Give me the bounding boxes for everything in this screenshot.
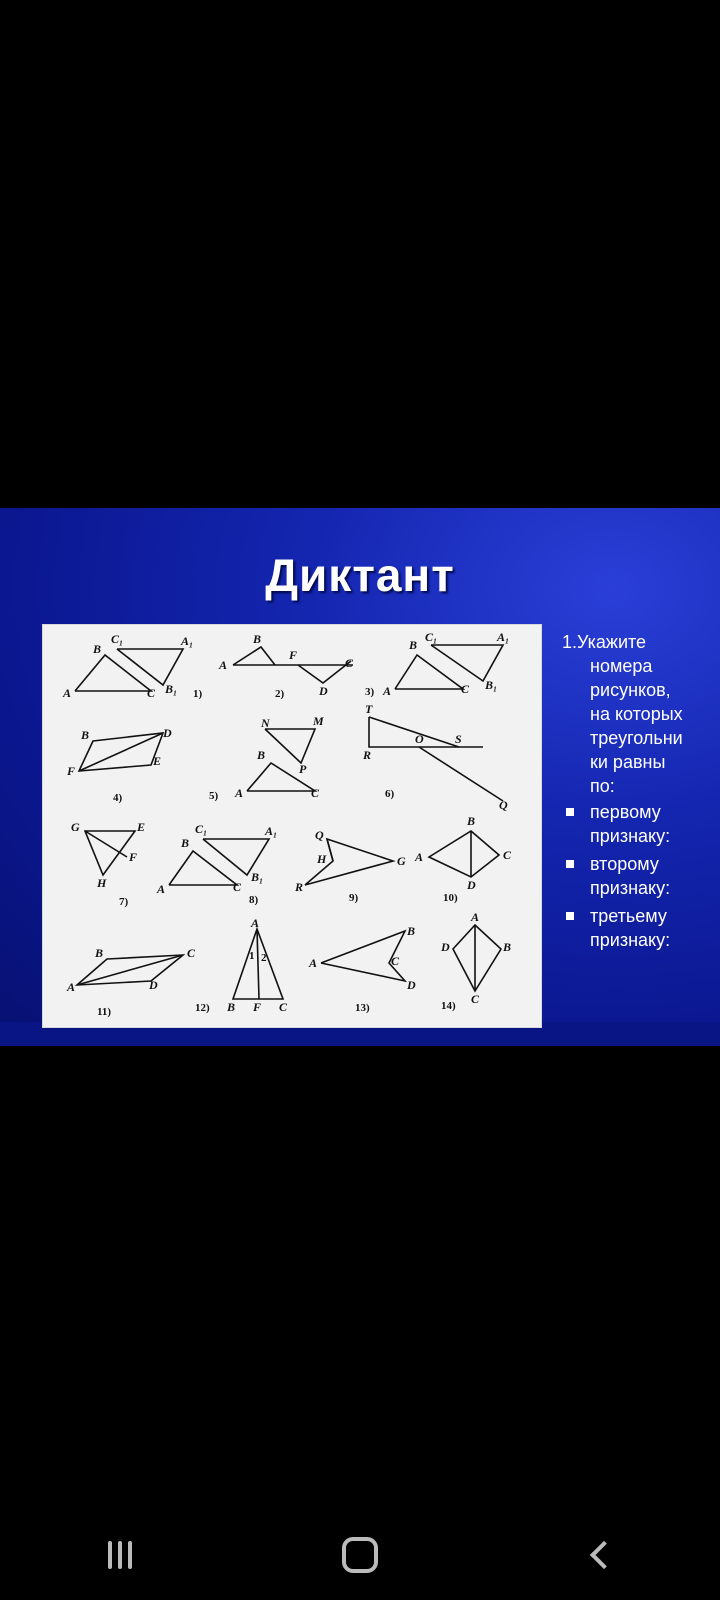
svg-text:B: B <box>181 836 190 850</box>
back-icon <box>590 1541 618 1569</box>
svg-text:B: B <box>81 728 90 742</box>
svg-text:A: A <box>471 910 480 924</box>
svg-text:C₁: C₁ <box>425 630 438 644</box>
triangles-figure <box>42 624 542 1028</box>
svg-text:A: A <box>157 882 166 896</box>
task-question-line: треугольни <box>590 728 683 748</box>
svg-text:B₁: B₁ <box>251 870 264 884</box>
task-question-line: на которых <box>590 704 683 724</box>
svg-text:D: D <box>163 726 172 740</box>
svg-text:C: C <box>233 880 242 894</box>
svg-text:E: E <box>153 754 162 768</box>
task-question-line: 1.Укажите <box>562 632 647 652</box>
svg-text:A: A <box>251 916 260 930</box>
svg-text:C₁: C₁ <box>195 822 208 836</box>
figure-number: 14) <box>441 1000 456 1012</box>
home-icon <box>342 1537 378 1573</box>
svg-text:M: M <box>313 714 324 728</box>
svg-text:B: B <box>503 940 512 954</box>
svg-text:Q: Q <box>499 798 508 812</box>
figure-number: 12) <box>195 1002 210 1014</box>
task-question <box>562 630 720 798</box>
recent-apps-button[interactable] <box>80 1525 160 1585</box>
svg-text:C: C <box>471 992 480 1006</box>
home-button[interactable] <box>320 1525 400 1585</box>
figure-number: 3) <box>365 686 375 698</box>
svg-text:A: A <box>235 786 244 800</box>
svg-text:2: 2 <box>261 952 267 964</box>
figure-number: 4) <box>113 792 123 804</box>
svg-text:H: H <box>97 876 107 890</box>
svg-text:A₁: A₁ <box>265 824 278 838</box>
svg-text:C: C <box>391 954 400 968</box>
svg-text:C: C <box>311 786 320 800</box>
svg-text:F: F <box>67 764 76 778</box>
svg-text:C: C <box>147 686 156 700</box>
svg-text:T: T <box>365 702 373 716</box>
figure-number: 13) <box>355 1002 370 1014</box>
back-button[interactable] <box>560 1525 640 1585</box>
svg-text:B₁: B₁ <box>165 682 178 696</box>
figure-number: 10) <box>443 892 458 904</box>
svg-text:B: B <box>253 632 262 646</box>
svg-text:R: R <box>363 748 372 762</box>
svg-text:D: D <box>319 684 328 698</box>
figure-number: 2) <box>275 688 285 700</box>
figure-number: 6) <box>385 788 395 800</box>
svg-text:B: B <box>227 1000 236 1014</box>
svg-text:R: R <box>295 880 304 894</box>
criteria-item: второму признаку: <box>562 852 720 900</box>
svg-text:A: A <box>63 686 72 700</box>
svg-text:F: F <box>129 850 138 864</box>
figure-number: 1) <box>193 688 203 700</box>
svg-text:B: B <box>95 946 104 960</box>
svg-text:C: C <box>461 682 470 696</box>
svg-text:A₁: A₁ <box>497 630 510 644</box>
criteria-list <box>562 800 720 952</box>
svg-text:C: C <box>503 848 512 862</box>
svg-text:G: G <box>71 820 80 834</box>
svg-text:C: C <box>187 946 196 960</box>
svg-text:C: C <box>279 1000 288 1014</box>
task-question-line: ки равны <box>590 752 666 772</box>
svg-text:B: B <box>257 748 266 762</box>
svg-text:C₁: C₁ <box>111 632 124 646</box>
svg-text:D: D <box>407 978 416 992</box>
svg-text:A₁: A₁ <box>181 634 194 648</box>
svg-text:C: C <box>345 656 354 670</box>
figure-number: 7) <box>119 896 129 908</box>
criteria-item: первому признаку: <box>562 800 720 848</box>
presentation-slide <box>0 508 720 1046</box>
task-text <box>562 630 720 956</box>
svg-text:F: F <box>289 648 298 662</box>
svg-text:B: B <box>409 638 418 652</box>
svg-text:B: B <box>467 814 476 828</box>
figure-number: 9) <box>349 892 359 904</box>
android-navigation-bar <box>0 1510 720 1600</box>
svg-text:H: H <box>317 852 327 866</box>
figure-number: 8) <box>249 894 259 906</box>
svg-text:B₁: B₁ <box>485 678 498 692</box>
figure-number: 5) <box>209 790 219 802</box>
svg-text:B: B <box>407 924 416 938</box>
task-question-line: по: <box>590 776 615 796</box>
task-question-line: рисунков, <box>590 680 671 700</box>
svg-text:N: N <box>261 716 270 730</box>
svg-text:A: A <box>383 684 392 698</box>
slide-title: Диктант <box>265 549 455 601</box>
svg-text:E: E <box>137 820 146 834</box>
svg-text:A: A <box>309 956 318 970</box>
task-question-line: номера <box>590 656 653 676</box>
svg-text:G: G <box>397 854 406 868</box>
svg-text:D: D <box>441 940 450 954</box>
svg-text:D: D <box>149 978 158 992</box>
figure-number: 11) <box>97 1006 112 1018</box>
svg-text:B: B <box>93 642 102 656</box>
criteria-item: третьему признаку: <box>562 904 720 952</box>
svg-text:1: 1 <box>249 950 255 962</box>
svg-text:Q: Q <box>315 828 324 842</box>
recent-apps-icon <box>108 1541 132 1569</box>
svg-text:D: D <box>467 878 476 892</box>
triangles-drawing <box>43 625 541 1027</box>
svg-text:F: F <box>253 1000 262 1014</box>
svg-text:P: P <box>299 762 307 776</box>
svg-text:A: A <box>67 980 76 994</box>
svg-text:A: A <box>415 850 424 864</box>
svg-text:S: S <box>455 732 462 746</box>
svg-text:A: A <box>219 658 228 672</box>
svg-text:O: O <box>415 732 424 746</box>
